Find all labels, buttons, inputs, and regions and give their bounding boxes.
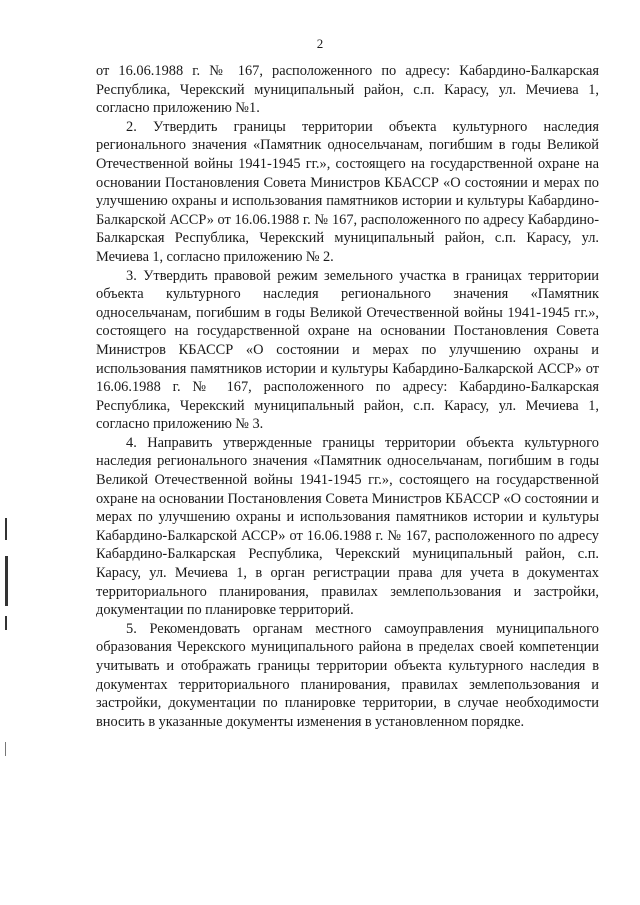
paragraph-item-5: 5. Рекомендовать органам местного самоуправления муниципального образования Черекского муниципального района в пределах своей компетенции учитывать и отображать границы территории объекта культурного наследия в документах территориального планирования, правилах землепользования и застройки, документации по планировке территории, в случае необходимости вносить в указанные документы изменения в установленном порядке.: [96, 620, 599, 730]
scan-artifact: [5, 742, 6, 756]
paragraph-continuation: от 16.06.1988 г. № 167, расположенного по адресу: Кабардино-Балкарская Республика, Черекский муниципальный район, с.п. Карасу, ул. Мечиева 1, согласно приложению №1.: [96, 63, 599, 117]
paragraph-item-3: 3. Утвердить правовой режим земельного участка в границах территории объекта культурного наследия регионального значения «Памятник односельчанам, погибшим в годы Великой Отечественной войны 1941-1945 гг.», состоящего на государственной охране на основании Постановления Совета Министров КБАССР «О состоянии и мерах по улучшению охраны и использования памятников истории и культуры Кабардино-Балкарской АССР» от 16.06.1988 г. № 167, расположенного по адресу: Кабардино-Балкарская Республика, Черекский муниципальный район, с.п. Карасу, ул. Мечиева 1, согласно приложению № 3.: [96, 267, 599, 433]
page-number: 2: [316, 36, 324, 51]
paragraph-item-4: 4. Направить утвержденные границы территории объекта культурного наследия регионального значения «Памятник односельчанам, погибшим в годы Великой Отечественной войны 1941-1945 гг.», состоящего на государственной охране на основании Постановления Совета Министров КБАССР «О состоянии и мерах по улучшению охраны и использования памятников истории и культуры Кабардино-Балкарской АССР» от 16.06.1988 г. № 167, расположенного по адресу Кабардино-Балкарская Республика, Черекский муниципальный район, с.п. Карасу, ул. Мечиева 1, в орган регистрации права для учета в документах территориального планирования, правилах землепользования и застройки, документации по планировке территорий.: [96, 434, 599, 619]
scan-artifact: [5, 518, 7, 540]
document-body: [96, 62, 599, 731]
scan-artifact: [5, 556, 8, 606]
scan-artifact: [5, 616, 7, 630]
paragraph-item-2: 2. Утвердить границы территории объекта культурного наследия регионального значения «Памятник односельчанам, погибшим в годы Великой Отечественной войны 1941-1945 гг.», состоящего на государственной охране на основании Постановления Совета Министров КБАССР «О состоянии и мерах по улучшению охраны и использования памятников истории и культуры Кабардино-Балкарской АССР» от 16.06.1988 г. № 167, расположенного по адресу Кабардино-Балкарская Республика, Черекский муниципальный район, с.п. Карасу, ул. Мечиева 1, согласно приложению № 2.: [96, 118, 599, 265]
